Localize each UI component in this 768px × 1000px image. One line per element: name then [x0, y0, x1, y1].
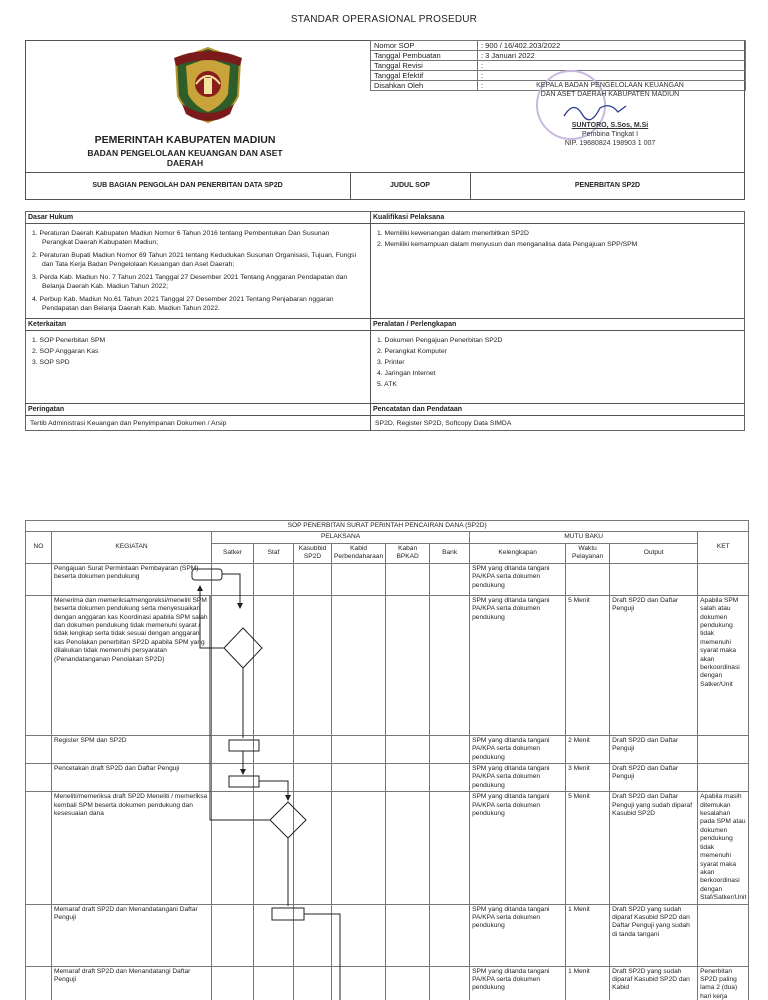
kegiatan-cell: Memaraf draft SP2D dan Menandatangi Daftar Penguji [52, 966, 212, 1000]
meta-value: : 900 / 16/402.203/2022 [478, 41, 746, 51]
dasar-hukum-item: 1. Peraturan Daerah Kabupaten Madiun Nomor 6 Tahun 2016 tentang Pembentukan Dan Susunan Perangkat Daerah Kabupaten Madiun; [32, 230, 330, 246]
output-cell [610, 563, 698, 595]
kelengkapan-cell: SPM yang ditanda tangani PA/KPA serta dokumen pendukung [470, 792, 566, 904]
meta-row [371, 41, 746, 51]
ket-cell [698, 904, 749, 966]
dasar-hukum-title: Dasar Hukum [28, 214, 74, 221]
output-cell: Draft SP2D dan Daftar Penguji yang sudah diparaf Kasubid SP2D [610, 792, 698, 904]
kelengkapan-cell: SPM yang ditanda tangani PA/KPA serta dokumen pendukung [470, 563, 566, 595]
waktu-cell: 1 Menit [566, 904, 610, 966]
header-no: NO [26, 532, 52, 563]
table-row [26, 764, 749, 792]
table-row [26, 904, 749, 966]
kualifikasi-item: 1. Memiliki kewenangan dalam menerbitkan SP2D [377, 230, 529, 237]
table-row [26, 966, 749, 1000]
peringatan-title: Peringatan [28, 406, 65, 413]
signature [560, 98, 630, 122]
agency-name-line1: BADAN PENGELOLAAN KEUANGAN DAN ASET [87, 148, 283, 158]
kualifikasi-title: Kualifikasi Pelaksana [373, 214, 445, 221]
meta-key: Tanggal Pembuatan [371, 51, 478, 61]
waktu-cell [566, 563, 610, 595]
signatory-name: SUNTORO, S.Sos, M.Si [571, 122, 649, 129]
sop-flow-table [25, 520, 749, 1000]
header-kegiatan: KEGIATAN [52, 532, 212, 563]
pencatatan-title: Pencatatan dan Pendataan [373, 406, 463, 413]
header-ket: KET [698, 532, 749, 563]
waktu-cell: 5 Menit [566, 792, 610, 904]
pencatatan-text: SP2D, Register SP2D, Softcopy Data SIMDA [375, 420, 512, 427]
kegiatan-cell: Menerima dan memeriksa/mengoreksi/meneliti SPM beserta dokumen pendukung serta menyesuaikan dengan anggaran kas Koordinasi apabila SPM salah dan dokumen pendukung tidak memenuhi syarat / tidak lengkap serta tidak sesuai dengan anggaran kas Penolakan penerbitan SP2D apabila SPM yang dilakukan tidak memenuhi persyaratan (Penandatanganan Penolakan SP2D) [52, 595, 212, 735]
meta-row [371, 61, 746, 71]
agency-name [40, 148, 330, 168]
judul-sop-label: JUDUL SOP [390, 182, 430, 189]
header-pelaksana: PELAKSANA [212, 532, 470, 543]
government-name: PEMERINTAH KABUPATEN MADIUN [94, 134, 276, 146]
unit-name: SUB BAGIAN PENGOLAH DAN PENERBITAN DATA SP2D [92, 182, 283, 189]
table-row [26, 792, 749, 904]
header-kaban: Kaban BPKAD [386, 543, 430, 563]
meta-row [371, 51, 746, 61]
flow-title-row [26, 521, 749, 532]
kegiatan-cell: Meneliti/memeriksa draft SP2D Meneliti / memeriksa kembali SPM beserta dokumen pendukung dan kesesuaian dana [52, 792, 212, 904]
peralatan-list [377, 336, 737, 389]
kegiatan-cell: Pengajuan Surat Permintaan Pembayaran (SPM) beserta dokumen pendukung [52, 563, 212, 595]
kelengkapan-cell: SPM yang ditanda tangani PA/KPA serta dokumen pendukung [470, 764, 566, 792]
header-mutu-baku: MUTU BAKU [470, 532, 698, 543]
kualifikasi-list [377, 229, 737, 249]
peralatan-item: 1. Dokumen Pengajuan Penerbitan SP2D [377, 337, 503, 344]
table-row [26, 563, 749, 595]
signatory-title-line2: DAN ASET DAERAH KABUPATEN MADIUN [540, 91, 680, 98]
unit-row-divider [25, 172, 745, 173]
ket-cell [698, 735, 749, 763]
waktu-cell: 2 Menit [566, 735, 610, 763]
flow-header-row [26, 532, 749, 543]
dasar-hukum-item: 2. Peraturan Bupati Madiun Nomor 69 Tahun 2021 tentang Kedudukan Susunan Organisasi, Tujuan, Fungsi dan Tata Kerja Badan Pengelolaan Keuangan dan Aset Daerah; [32, 252, 357, 268]
kelengkapan-cell: SPM yang ditanda tangani PA/KPA serta dokumen pendukung [470, 904, 566, 966]
kegiatan-cell: Register SPM dan SP2D [52, 735, 212, 763]
peralatan-title: Peralatan / Perlengkapan [373, 321, 457, 328]
waktu-cell: 3 Menit [566, 764, 610, 792]
info-grid-rule [25, 330, 745, 331]
keterkaitan-title: Keterkaitan [28, 321, 67, 328]
peralatan-item: 4. Jaringan Internet [377, 370, 436, 377]
meta-value: : [478, 71, 746, 81]
output-cell: Draft SP2D dan Daftar Penguji [610, 735, 698, 763]
document-title: STANDAR OPERASIONAL PROSEDUR [290, 14, 478, 25]
info-grid-rule [25, 318, 745, 319]
header-output: Output [610, 543, 698, 563]
agency-name-line2: DAERAH [166, 158, 204, 168]
header-satker: Satker [212, 543, 254, 563]
ket-cell: Apabila masih ditemukan kesalahan pada SPM atau dokumen pendukung tidak memenuhi syarat maka akan berkoordinasi dengan Staf/Satker/Unit [698, 792, 749, 904]
meta-value: : [478, 61, 746, 71]
signatory-rank: Pembina Tingkat I [581, 131, 639, 138]
kelengkapan-cell: SPM yang ditanda tangani PA/KPA serta dokumen pendukung [470, 595, 566, 735]
waktu-cell: 5 Menit [566, 595, 610, 735]
ket-cell [698, 764, 749, 792]
dasar-hukum-item: 3. Perda Kab. Madiun No. 7 Tahun 2021 Tanggal 27 Desember 2021 Tentang Anggaran Pendapatan dan Belanja Daerah Kab. Madiun Tahun 2022; [32, 274, 348, 290]
kelengkapan-cell: SPM yang ditanda tangani PA/KPA serta dokumen pendukung [470, 966, 566, 1000]
keterkaitan-item: 2. SOP Anggaran Kas [32, 348, 99, 355]
signatory-nip: NIP. 19680824 198903 1 007 [564, 140, 656, 147]
header-kasubbid: Kasubbid SP2D [294, 543, 332, 563]
kegiatan-cell: Memaraf draft SP2D dan Menandatangani Daftar Penguji [52, 904, 212, 966]
info-grid-rule [25, 415, 745, 416]
peralatan-item: 5. ATK [377, 381, 397, 388]
flow-title: SOP PENERBITAN SURAT PERINTAH PENCAIRAN DANA (SP2D) [26, 521, 749, 532]
peralatan-item: 2. Perangkat Komputer [377, 348, 447, 355]
header-bank: Bank [430, 543, 470, 563]
table-row [26, 735, 749, 763]
ket-cell: Apabila SPM salah atau dokumen pendukung tidak memenuhi syarat maka akan berkoordinasi dengan Satker/Unit [698, 595, 749, 735]
peralatan-item: 3. Printer [377, 359, 405, 366]
kegiatan-cell: Pencetakan draft SP2D dan Daftar Penguji [52, 764, 212, 792]
output-cell: Draft SP2D yang sudah diparaf Kasubid SP2D dan Daftar Penguji yang sudah di tanda tangani [610, 904, 698, 966]
peringatan-text: Tertib Administrasi Keuangan dan Penyimpanan Dokumen / Arsip [30, 420, 227, 427]
meta-key: Tanggal Revisi [371, 61, 478, 71]
meta-key: Tanggal Efektif [371, 71, 478, 81]
output-cell: Draft SP2D dan Daftar Penguji [610, 764, 698, 792]
signatory-title-line1: KEPALA BADAN PENGELOLAAN KEUANGAN [536, 82, 684, 89]
header-kelengkapan: Kelengkapan [470, 543, 566, 563]
kelengkapan-cell: SPM yang ditanda tangani PA/KPA serta dokumen pendukung [470, 735, 566, 763]
ket-cell [698, 563, 749, 595]
info-grid-rule [25, 223, 745, 224]
ket-cell: Penerbitan SP2D paling lama 2 (dua) hari kerja [698, 966, 749, 1000]
table-row [26, 595, 749, 735]
meta-key: Nomor SOP [371, 41, 478, 51]
kualifikasi-item: 2. Memiliki kemampuan dalam menyusun dan menganalisa data Pengajuan SPP/SPM [377, 241, 638, 248]
output-cell: Draft SP2D yang sudah diparaf Kasubid SP2D dan Kabid [610, 966, 698, 1000]
header-kabid: Kabid Perbendaharaan [332, 543, 386, 563]
keterkaitan-list [32, 336, 362, 367]
header-staf: Staf [254, 543, 294, 563]
dasar-hukum-list [32, 229, 362, 313]
meta-value: : 3 Januari 2022 [478, 51, 746, 61]
judul-sop-value: PENERBITAN SP2D [574, 182, 641, 189]
output-cell: Draft SP2D dan Daftar Penguji [610, 595, 698, 735]
dasar-hukum-item: 4. Perbup Kab. Madiun No.61 Tahun 2021 Tanggal 27 Desember 2021 Tentang Penjabaran nggaran Pendapatan dan Belanja Daerah Kab. Madiun Tahun 2022. [32, 296, 334, 312]
kabupaten-madiun-logo [168, 44, 248, 124]
header-waktu: Waktu Pelayanan [566, 543, 610, 563]
info-grid-column-divider [370, 211, 371, 431]
keterkaitan-item: 3. SOP SPD [32, 359, 70, 366]
keterkaitan-item: 1. SOP Penerbitan SPM [32, 337, 106, 344]
meta-value: : [478, 81, 746, 91]
waktu-cell: 1 Menit [566, 966, 610, 1000]
meta-key: Disahkan Oleh [371, 81, 478, 91]
info-grid-rule [25, 403, 745, 404]
